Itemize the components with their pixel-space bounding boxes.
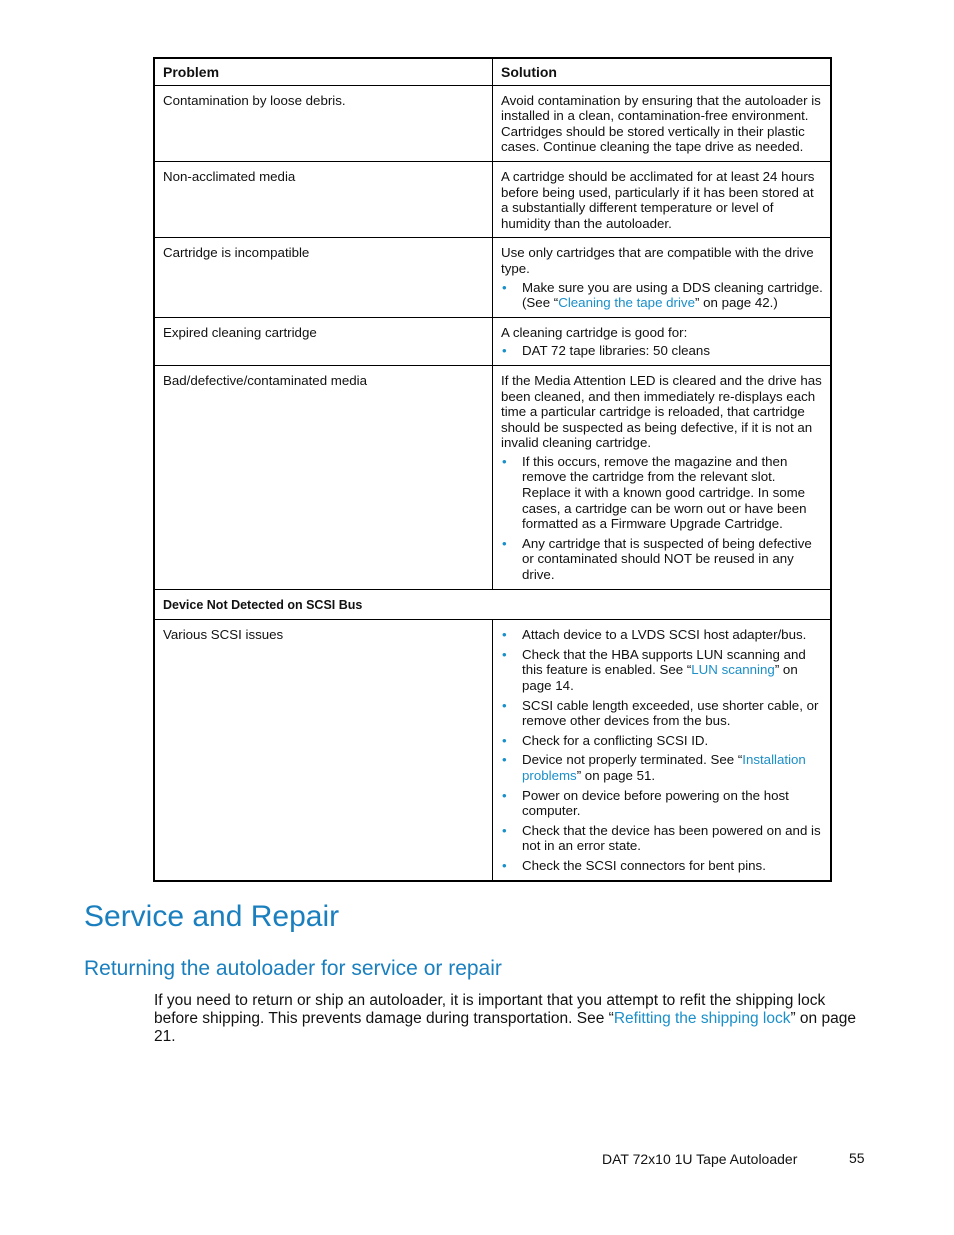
table-row bbox=[155, 619, 830, 879]
solution-cell: A cartridge should be acclimated for at least 24 hours before being used, particularly if it has been stored at a substantially different temperature or level of humidity than the autoloader. bbox=[501, 168, 815, 231]
solution-text: If the Media Attention LED is cleared and the drive has been cleaned, and then immediately re-displays each time a particular cartridge is reloaded, that cartridge should be suspected as being defective, if it is not an invalid cleaning cartridge. bbox=[501, 372, 822, 451]
solution-bullets bbox=[501, 627, 823, 873]
list-item: • Check that the device has been powered on and is not in an error state. bbox=[502, 822, 821, 854]
header-problem: Problem bbox=[155, 59, 493, 85]
header-solution: Solution bbox=[501, 64, 557, 80]
section-title: Device Not Detected on SCSI Bus bbox=[163, 597, 363, 612]
solution-bullets bbox=[501, 343, 823, 359]
table-row bbox=[155, 365, 830, 589]
list-item: • Attach device to a LVDS SCSI host adapter/bus. bbox=[502, 627, 807, 643]
solution-bullets bbox=[501, 454, 823, 583]
problem-cell: Bad/defective/contaminated media bbox=[155, 366, 493, 589]
table-row bbox=[155, 317, 830, 365]
footer-title: DAT 72x10 1U Tape Autoloader bbox=[602, 1151, 798, 1167]
problem-cell: Expired cleaning cartridge bbox=[155, 318, 493, 365]
subsection-heading: Returning the autoloader for service or repair bbox=[84, 957, 502, 980]
bullet-icon: • bbox=[502, 822, 507, 838]
bullet-icon: • bbox=[502, 646, 507, 662]
list-item: • Check that the HBA supports LUN scanning and this feature is enabled. See “LUN scanning” on page 14. bbox=[502, 646, 806, 693]
table-row bbox=[155, 161, 830, 237]
solution-bullets bbox=[501, 280, 823, 311]
list-item: • Device not properly terminated. See “Installation problems” on page 51. bbox=[502, 752, 806, 783]
bullet-icon: • bbox=[502, 787, 507, 803]
bullet-icon: • bbox=[502, 752, 507, 768]
bullet-icon: • bbox=[502, 453, 507, 469]
problem-cell: Contamination by loose debris. bbox=[155, 86, 493, 161]
list-item: • Power on device before powering on the host computer. bbox=[502, 787, 789, 819]
bullet-icon: • bbox=[502, 279, 507, 295]
page-number: 55 bbox=[849, 1150, 865, 1166]
solution-cell bbox=[493, 620, 830, 879]
solution-cell: Avoid contamination by ensuring that the autoloader is installed in a clean, contamination-free environment. Cartridges should be stored vertically in their plastic cases. Continue cleaning the tape drive as needed. bbox=[501, 92, 821, 155]
section-heading: Service and Repair bbox=[84, 900, 340, 933]
solution-cell bbox=[493, 366, 830, 589]
bullet-icon: • bbox=[502, 732, 507, 748]
bullet-icon: • bbox=[502, 697, 507, 713]
bullet-icon: • bbox=[502, 857, 507, 873]
list-item: • Check for a conflicting SCSI ID. bbox=[502, 732, 709, 748]
table-row bbox=[155, 237, 830, 316]
solution-cell bbox=[493, 318, 830, 365]
section-row bbox=[155, 589, 830, 620]
list-item: • SCSI cable length exceeded, use shorter cable, or remove other devices from the bus. bbox=[502, 697, 819, 729]
list-item: • If this occurs, remove the magazine and then remove the cartridge from the relevant slot. Replace it with a known good cartridge. In some cases, a cartridge can be worn out or have been formatted as a Firmware Upgrade Cartridge. bbox=[502, 453, 807, 532]
bullet-icon: • bbox=[502, 535, 507, 551]
list-item: • DAT 72 tape libraries: 50 cleans bbox=[502, 343, 710, 359]
table-header-row bbox=[155, 59, 830, 85]
bullet-icon: • bbox=[502, 343, 507, 359]
problem-cell: Cartridge is incompatible bbox=[155, 238, 493, 316]
refitting-shipping-lock-link[interactable]: Refitting the shipping lock bbox=[613, 1010, 791, 1027]
bullet-icon: • bbox=[502, 627, 507, 643]
installation-problems-link[interactable]: Installation problems bbox=[522, 752, 806, 783]
problem-cell: Non-acclimated media bbox=[155, 162, 493, 237]
troubleshooting-table bbox=[153, 57, 832, 882]
solution-cell bbox=[493, 238, 830, 316]
list-item: • Any cartridge that is suspected of being defective or contaminated should NOT be reused in any drive. bbox=[502, 535, 812, 583]
cleaning-tape-drive-link[interactable]: Cleaning the tape drive bbox=[558, 295, 695, 311]
problem-cell: Various SCSI issues bbox=[155, 620, 493, 879]
list-item: • Make sure you are using a DDS cleaning cartridge. (See “Cleaning the tape drive” on page 42.) bbox=[502, 279, 823, 311]
solution-text: Use only cartridges that are compatible with the drive type. bbox=[501, 245, 814, 276]
table-row bbox=[155, 85, 830, 161]
list-item: • Check the SCSI connectors for bent pins. bbox=[502, 857, 766, 873]
lun-scanning-link[interactable]: LUN scanning bbox=[691, 662, 775, 678]
solution-text: A cleaning cartridge is good for: bbox=[501, 324, 688, 340]
body-paragraph: If you need to return or ship an autoloader, it is important that you attempt to refit the shipping lock before shipping. This prevents damage during transportation. See “Refitting the shipping lock” on page 21. bbox=[154, 992, 856, 1045]
